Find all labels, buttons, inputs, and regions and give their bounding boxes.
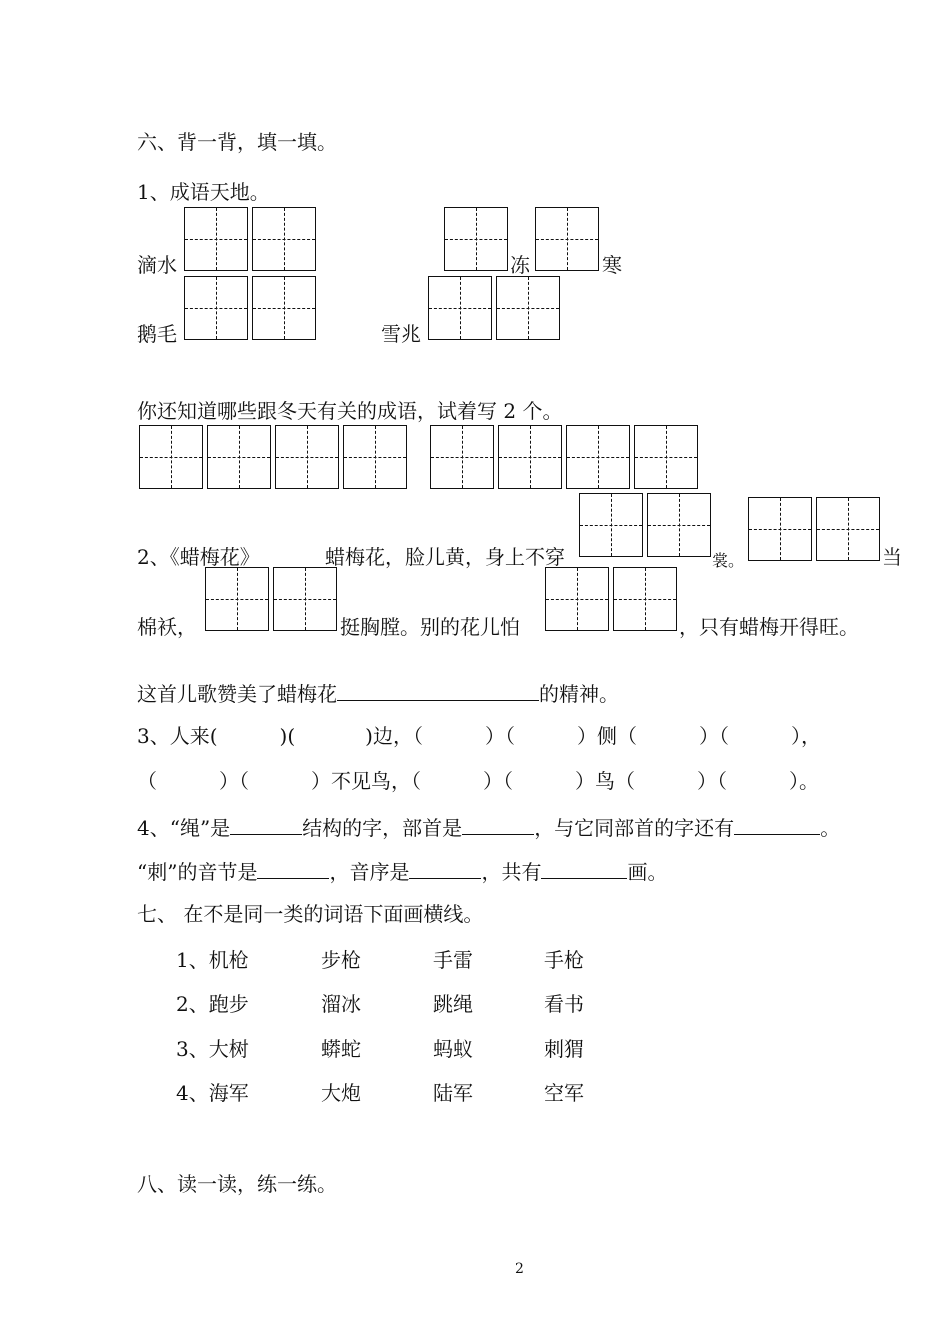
char-box[interactable] (343, 425, 407, 489)
word-item[interactable]: 陆军 (433, 1081, 473, 1105)
char-box[interactable] (139, 425, 203, 489)
q2-title: 2、《蜡梅花》 (137, 545, 260, 569)
char-box[interactable] (566, 425, 630, 489)
char-box[interactable] (444, 207, 508, 271)
char-box[interactable] (184, 207, 248, 271)
idiom1-prefix: 滴水 (137, 253, 177, 277)
q1-extra-prompt: 你还知道哪些跟冬天有关的成语，试着写 2 个。 (137, 399, 563, 423)
word-item[interactable]: 3、大树 (176, 1037, 249, 1061)
q4-line1: 4、“绳”是 结构的字，部首是 ，与它同部首的字还有 。 (137, 816, 841, 840)
word-item[interactable]: 空军 (544, 1081, 584, 1105)
q2-praise (137, 680, 619, 706)
answer-blank[interactable] (734, 814, 820, 835)
char-box[interactable] (498, 425, 562, 489)
word-item[interactable]: 步枪 (321, 948, 361, 972)
q2-line1-chang: 裳。 (712, 551, 745, 570)
answer-blank[interactable] (230, 814, 302, 835)
word-item[interactable]: 跳绳 (433, 992, 473, 1016)
q3-start: 3、人来 (137, 724, 210, 748)
char-box[interactable] (535, 207, 599, 271)
char-box[interactable] (205, 567, 269, 631)
word-item[interactable]: 大炮 (321, 1081, 361, 1105)
word-item[interactable]: 4、海军 (176, 1081, 249, 1105)
word-item[interactable]: 刺猬 (544, 1037, 584, 1061)
idiom2-mid: 冻 (510, 253, 530, 277)
q2-line2-end: ，只有蜡梅开得旺。 (679, 615, 859, 639)
q3-line1: 3、人来( )( )边，（ ）（ ）侧（ ）（ ）， (137, 724, 821, 748)
q2-praise-start: 这首儿歌赞美了蜡梅花 (137, 682, 337, 706)
q4-line2: “刺”的音节是 ，音序是 ，共有 画。 (137, 860, 668, 884)
char-box[interactable] (545, 567, 609, 631)
char-box[interactable] (252, 276, 316, 340)
q3-niao: 鸟 (595, 769, 615, 793)
answer-blank[interactable] (462, 814, 534, 835)
q3-ce: 侧 (596, 724, 617, 748)
word-item[interactable]: 蟒蛇 (321, 1037, 361, 1061)
idiom3-prefix: 鹅毛 (137, 322, 177, 346)
word-item[interactable]: 1、机枪 (176, 948, 249, 972)
word-item[interactable]: 手枪 (544, 948, 584, 972)
char-box[interactable] (252, 207, 316, 271)
char-box[interactable] (273, 567, 337, 631)
char-box[interactable] (748, 497, 812, 561)
char-box[interactable] (207, 425, 271, 489)
char-box[interactable] (816, 497, 880, 561)
answer-blank[interactable] (257, 858, 329, 879)
idiom2-end: 寒 (602, 253, 622, 277)
page-number: 2 (515, 1261, 524, 1277)
idiom4-prefix: 雪兆 (381, 322, 421, 346)
word-item[interactable]: 2、跑步 (176, 992, 249, 1016)
answer-blank[interactable] (337, 680, 539, 701)
char-box[interactable] (428, 276, 492, 340)
char-box[interactable] (275, 425, 339, 489)
section-8-title: 八、读一读，练一练。 (137, 1172, 337, 1196)
char-box[interactable] (430, 425, 494, 489)
char-box[interactable] (184, 276, 248, 340)
q2-line2-mid: 挺胸膛。别的花儿怕 (340, 615, 520, 639)
char-box[interactable] (634, 425, 698, 489)
q3-jianniao: 不见鸟， (331, 769, 411, 793)
word-item[interactable]: 手雷 (433, 948, 473, 972)
q2-praise-end: 的精神。 (539, 682, 619, 706)
section-7-title: 七、 在不是同一类的词语下面画横线。 (137, 902, 484, 926)
q3-line2: （ ）（ ）不见鸟，（ ）（ ）鸟（ ）（ ）。 (137, 769, 819, 793)
q2-line2-start: 棉袄， (137, 615, 197, 639)
char-box[interactable] (496, 276, 560, 340)
char-box[interactable] (613, 567, 677, 631)
word-item[interactable]: 溜冰 (321, 992, 361, 1016)
answer-blank[interactable] (409, 858, 481, 879)
q2-line1-dang: 当 (882, 545, 902, 569)
char-box[interactable] (647, 493, 711, 557)
q2-line1-text: 蜡梅花，脸儿黄，身上不穿 (325, 545, 565, 569)
word-item[interactable]: 看书 (544, 992, 584, 1016)
word-item[interactable]: 蚂蚁 (433, 1037, 473, 1061)
q3-bian: 边， (372, 724, 413, 748)
answer-blank[interactable] (541, 858, 627, 879)
char-box[interactable] (579, 493, 643, 557)
q1-title: 1、成语天地。 (137, 180, 270, 204)
section-6-title: 六、背一背，填一填。 (137, 130, 337, 154)
